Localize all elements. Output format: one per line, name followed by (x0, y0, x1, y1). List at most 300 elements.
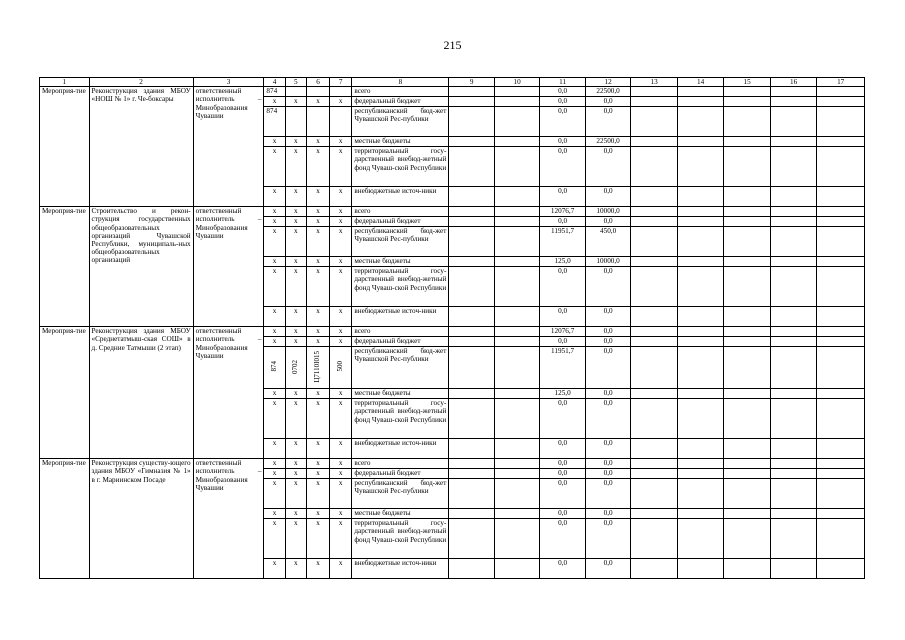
budget-code-c5: x (285, 327, 306, 337)
empty-cell (449, 307, 494, 327)
column-number: 13 (631, 78, 678, 87)
empty-cell (631, 469, 678, 479)
budget-code-c6: x (306, 97, 329, 107)
empty-cell (494, 107, 539, 137)
funding-source: внебюджетные источ-ники (352, 559, 449, 579)
column-number: 11 (540, 78, 585, 87)
empty-cell (494, 509, 539, 519)
budget-code-c5: x (285, 399, 306, 439)
value-col-11: 0,0 (540, 97, 585, 107)
budget-code-c6: x (306, 519, 329, 559)
empty-cell (677, 347, 724, 389)
budget-code-c4: x (264, 337, 285, 347)
empty-cell (770, 559, 817, 579)
value-col-12: 0,0 (585, 439, 630, 459)
funding-source: внебюджетные источ-ники (352, 439, 449, 459)
empty-cell (494, 137, 539, 147)
empty-cell (449, 267, 494, 307)
budget-code-c5: x (285, 559, 306, 579)
empty-cell (817, 207, 865, 217)
empty-cell (494, 87, 539, 97)
column-number: 17 (817, 78, 865, 87)
budget-code-c7: x (330, 307, 352, 327)
empty-cell (677, 97, 724, 107)
budget-code-c5: x (285, 337, 306, 347)
budget-code-c4: x (264, 227, 285, 257)
empty-cell (677, 187, 724, 207)
value-col-12: 0,0 (585, 267, 630, 307)
value-col-12: 0,0 (585, 399, 630, 439)
budget-code-c7: x (330, 327, 352, 337)
empty-cell (631, 327, 678, 337)
empty-cell (817, 97, 865, 107)
empty-cell (494, 257, 539, 267)
table-body (40, 78, 865, 579)
measure-type: Мероприя-тие (40, 207, 90, 327)
value-col-11: 0,0 (540, 519, 585, 559)
value-col-11: 0,0 (540, 147, 585, 187)
empty-cell (817, 347, 865, 389)
value-col-11: 0,0 (540, 307, 585, 327)
empty-cell (724, 307, 771, 327)
budget-code-c6: x (306, 267, 329, 307)
empty-cell (631, 107, 678, 137)
budget-code-c6: x (306, 147, 329, 187)
empty-cell (724, 187, 771, 207)
empty-cell (817, 389, 865, 399)
budget-code-c5: x (285, 459, 306, 469)
empty-cell (449, 459, 494, 469)
empty-cell (724, 509, 771, 519)
value-col-12: 0,0 (585, 187, 630, 207)
empty-cell (724, 97, 771, 107)
value-col-11: 0,0 (540, 267, 585, 307)
budget-code-c5: x (285, 227, 306, 257)
value-col-12: 0,0 (585, 347, 630, 389)
empty-cell (631, 559, 678, 579)
value-col-12: 0,0 (585, 147, 630, 187)
empty-cell (494, 559, 539, 579)
budget-code-c6: x (306, 479, 329, 509)
budget-code-c7: x (330, 439, 352, 459)
budget-code-c4: x (264, 327, 285, 337)
budget-code-c4: x (264, 439, 285, 459)
empty-cell (449, 439, 494, 459)
empty-cell (724, 399, 771, 439)
value-col-12: 0,0 (585, 559, 630, 579)
empty-cell (817, 337, 865, 347)
table-row (40, 207, 865, 217)
empty-cell (631, 267, 678, 307)
empty-cell (724, 137, 771, 147)
column-number: 2 (89, 78, 193, 87)
budget-code-c5 (285, 87, 306, 97)
value-col-11: 0,0 (540, 137, 585, 147)
empty-cell (770, 187, 817, 207)
budget-code-c4: x (264, 399, 285, 439)
budget-code-c5: x (285, 307, 306, 327)
empty-cell (449, 107, 494, 137)
value-col-11: 0,0 (540, 559, 585, 579)
budget-code-c5: x (285, 267, 306, 307)
budget-code-c5: x (285, 469, 306, 479)
empty-cell (494, 347, 539, 389)
value-col-12: 10000,0 (585, 257, 630, 267)
empty-cell (494, 337, 539, 347)
empty-cell (677, 559, 724, 579)
empty-cell (677, 227, 724, 257)
page-number: 215 (443, 38, 462, 52)
empty-cell (724, 439, 771, 459)
budget-code-c5: x (285, 137, 306, 147)
budget-code-c7: x (330, 137, 352, 147)
budget-code-value: 874 (270, 361, 279, 372)
budget-code-c7: x (330, 227, 352, 257)
measure-name: Строительство и рекон-струкция государственных общеобразовательных организаций Чувашской Республики, муниципаль-ных общеобразовательных организаций (89, 207, 193, 327)
budget-code-c4: x (264, 559, 285, 579)
empty-cell (817, 87, 865, 97)
empty-cell (770, 257, 817, 267)
empty-cell (449, 137, 494, 147)
value-col-12: 0,0 (585, 519, 630, 559)
empty-cell (724, 559, 771, 579)
value-col-11: 11951,7 (540, 347, 585, 389)
funding-source: федеральный бюджет (352, 337, 449, 347)
empty-cell (449, 227, 494, 257)
empty-cell (494, 389, 539, 399)
empty-cell (449, 559, 494, 579)
empty-cell (449, 399, 494, 439)
empty-cell (494, 327, 539, 337)
empty-cell (494, 187, 539, 207)
empty-cell (449, 389, 494, 399)
empty-cell (631, 479, 678, 509)
funding-source: федеральный бюджет (352, 217, 449, 227)
empty-cell (677, 337, 724, 347)
column-number: 7 (330, 78, 352, 87)
empty-cell (631, 399, 678, 439)
empty-cell (770, 217, 817, 227)
empty-cell (631, 87, 678, 97)
empty-cell (631, 187, 678, 207)
empty-cell (724, 327, 771, 337)
empty-cell (449, 207, 494, 217)
budget-code-c4: x (264, 97, 285, 107)
value-col-12: 0,0 (585, 479, 630, 509)
budget-code-c5: x (285, 217, 306, 227)
empty-cell (817, 459, 865, 469)
budget-code-value: 500 (336, 361, 345, 372)
budget-code-c7: x (330, 459, 352, 469)
budget-code-c4: x (264, 479, 285, 509)
empty-cell (494, 147, 539, 187)
empty-cell (631, 519, 678, 559)
budget-code-c5: x (285, 389, 306, 399)
empty-cell (631, 217, 678, 227)
empty-cell (817, 147, 865, 187)
responsible-executor: ответственный исполнитель – Минобразования Чувашии (193, 87, 264, 207)
column-number: 12 (585, 78, 630, 87)
empty-cell (770, 469, 817, 479)
empty-cell (770, 227, 817, 257)
budget-code-value: Ц7110I015 (313, 350, 322, 383)
budget-code-c7: x (330, 479, 352, 509)
empty-cell (770, 87, 817, 97)
empty-cell (677, 147, 724, 187)
empty-cell (677, 459, 724, 469)
value-col-11: 0,0 (540, 479, 585, 509)
funding-source: местные бюджеты (352, 257, 449, 267)
empty-cell (494, 267, 539, 307)
empty-cell (724, 107, 771, 137)
empty-cell (770, 97, 817, 107)
empty-cell (724, 459, 771, 469)
empty-cell (677, 217, 724, 227)
empty-cell (449, 479, 494, 509)
value-col-12: 0,0 (585, 327, 630, 337)
empty-cell (449, 347, 494, 389)
empty-cell (770, 509, 817, 519)
empty-cell (817, 217, 865, 227)
empty-cell (770, 459, 817, 469)
empty-cell (817, 267, 865, 307)
empty-cell (631, 389, 678, 399)
funding-source: местные бюджеты (352, 509, 449, 519)
empty-cell (770, 267, 817, 307)
empty-cell (494, 97, 539, 107)
value-col-11: 0,0 (540, 439, 585, 459)
empty-cell (770, 207, 817, 217)
budget-code-c6 (306, 107, 329, 137)
measure-type: Мероприя-тие (40, 87, 90, 207)
funding-source: республиканский бюд-жет Чувашской Рес-публики (352, 107, 449, 137)
budget-code-c7: x (330, 207, 352, 217)
empty-cell (724, 257, 771, 267)
budget-code-c6: x (306, 389, 329, 399)
column-number: 8 (352, 78, 449, 87)
budget-code-c5: x (285, 187, 306, 207)
budget-code-c7: x (330, 267, 352, 307)
empty-cell (724, 389, 771, 399)
empty-cell (677, 469, 724, 479)
empty-cell (770, 439, 817, 459)
measure-type: Мероприя-тие (40, 327, 90, 459)
empty-cell (631, 257, 678, 267)
budget-code-c7 (330, 87, 352, 97)
empty-cell (817, 479, 865, 509)
value-col-11: 0,0 (540, 87, 585, 97)
value-col-12: 0,0 (585, 107, 630, 137)
column-number: 9 (449, 78, 494, 87)
empty-cell (631, 227, 678, 257)
budget-code-c7: x (330, 469, 352, 479)
budget-code-c6: x (306, 217, 329, 227)
responsible-executor: ответственный исполнитель – Минобразования Чувашии (193, 207, 264, 327)
empty-cell (494, 469, 539, 479)
budget-code-c4: x (264, 137, 285, 147)
empty-cell (631, 307, 678, 327)
budget-code-c4: x (264, 389, 285, 399)
budget-code-c7: x (330, 389, 352, 399)
budget-code-c6: x (306, 257, 329, 267)
funding-source: республиканский бюд-жет Чувашской Рес-публики (352, 479, 449, 509)
budget-code-value: 0702 (291, 359, 300, 374)
funding-source: всего (352, 207, 449, 217)
budget-code-c6: x (306, 227, 329, 257)
budget-code-c6: x (306, 459, 329, 469)
empty-cell (770, 337, 817, 347)
budget-code-c5: x (285, 257, 306, 267)
funding-source: территориальный госу-дарственный внебюд-жетный фонд Чуваш-ской Республики (352, 399, 449, 439)
funding-source: республиканский бюд-жет Чувашской Рес-публики (352, 227, 449, 257)
empty-cell (494, 207, 539, 217)
column-number: 6 (306, 78, 329, 87)
budget-code-c6: x (306, 337, 329, 347)
value-col-12: 0,0 (585, 509, 630, 519)
empty-cell (677, 399, 724, 439)
empty-cell (494, 519, 539, 559)
empty-cell (817, 439, 865, 459)
column-number: 14 (677, 78, 724, 87)
empty-cell (677, 137, 724, 147)
empty-cell (677, 207, 724, 217)
empty-cell (449, 519, 494, 559)
budget-code-c4: x (264, 187, 285, 207)
budget-code-c4: x (264, 217, 285, 227)
empty-cell (677, 389, 724, 399)
empty-cell (724, 519, 771, 559)
empty-cell (770, 307, 817, 327)
empty-cell (449, 187, 494, 207)
column-number: 5 (285, 78, 306, 87)
empty-cell (494, 439, 539, 459)
value-col-11: 0,0 (540, 217, 585, 227)
empty-cell (677, 87, 724, 97)
funding-source: территориальный госу-дарственный внебюд-жетный фонд Чуваш-ской Республики (352, 147, 449, 187)
value-col-12: 450,0 (585, 227, 630, 257)
empty-cell (494, 459, 539, 469)
budget-code-c6 (306, 347, 329, 389)
value-col-12: 22500,0 (585, 137, 630, 147)
empty-cell (770, 389, 817, 399)
value-col-12: 0,0 (585, 217, 630, 227)
value-col-12: 10000,0 (585, 207, 630, 217)
empty-cell (817, 327, 865, 337)
value-col-11: 12076,7 (540, 327, 585, 337)
empty-cell (817, 137, 865, 147)
column-number: 15 (724, 78, 771, 87)
empty-cell (770, 107, 817, 137)
budget-code-c4: 874 (264, 107, 285, 137)
empty-cell (817, 509, 865, 519)
empty-cell (677, 307, 724, 327)
empty-cell (724, 267, 771, 307)
empty-cell (677, 107, 724, 137)
empty-cell (817, 519, 865, 559)
value-col-11: 0,0 (540, 459, 585, 469)
value-col-11: 11951,7 (540, 227, 585, 257)
empty-cell (677, 257, 724, 267)
empty-cell (449, 217, 494, 227)
column-number: 3 (193, 78, 264, 87)
budget-code-c5 (285, 347, 306, 389)
funding-source: территориальный госу-дарственный внебюд-жетный фонд Чуваш-ской Республики (352, 267, 449, 307)
budget-code-c6: x (306, 207, 329, 217)
empty-cell (724, 469, 771, 479)
empty-cell (724, 479, 771, 509)
empty-cell (724, 207, 771, 217)
value-col-12: 0,0 (585, 459, 630, 469)
empty-cell (770, 479, 817, 509)
budget-code-c6: x (306, 469, 329, 479)
empty-cell (724, 337, 771, 347)
budget-code-c7: x (330, 97, 352, 107)
budget-code-c4: x (264, 459, 285, 469)
budget-code-c4: x (264, 207, 285, 217)
empty-cell (770, 147, 817, 187)
funding-source: всего (352, 459, 449, 469)
budget-code-c5: x (285, 147, 306, 187)
funding-source: республиканский бюд-жет Чувашской Рес-публики (352, 347, 449, 389)
empty-cell (494, 227, 539, 257)
value-col-11: 0,0 (540, 107, 585, 137)
value-col-12: 0,0 (585, 389, 630, 399)
empty-cell (724, 217, 771, 227)
budget-code-c7: x (330, 337, 352, 347)
empty-cell (817, 257, 865, 267)
empty-cell (449, 147, 494, 187)
empty-cell (724, 147, 771, 187)
empty-cell (770, 327, 817, 337)
empty-cell (631, 347, 678, 389)
empty-cell (677, 479, 724, 509)
budget-code-c7: x (330, 217, 352, 227)
empty-cell (770, 519, 817, 559)
budget-table (39, 77, 865, 579)
empty-cell (631, 97, 678, 107)
empty-cell (449, 337, 494, 347)
value-col-11: 125,0 (540, 257, 585, 267)
budget-code-c7: x (330, 187, 352, 207)
empty-cell (449, 469, 494, 479)
value-col-12: 22500,0 (585, 87, 630, 97)
budget-code-c7 (330, 347, 352, 389)
budget-code-c7: x (330, 519, 352, 559)
value-col-11: 0,0 (540, 469, 585, 479)
empty-cell (449, 87, 494, 97)
budget-code-c6: x (306, 439, 329, 459)
empty-cell (817, 559, 865, 579)
funding-source: всего (352, 327, 449, 337)
budget-code-c4: x (264, 469, 285, 479)
value-col-11: 0,0 (540, 187, 585, 207)
empty-cell (449, 327, 494, 337)
budget-code-c7: x (330, 559, 352, 579)
budget-code-c5: x (285, 519, 306, 559)
budget-code-c4 (264, 347, 285, 389)
empty-cell (631, 439, 678, 459)
funding-source: внебюджетные источ-ники (352, 307, 449, 327)
empty-cell (494, 399, 539, 439)
empty-cell (724, 87, 771, 97)
table-row (40, 327, 865, 337)
table-row (40, 459, 865, 469)
funding-source: федеральный бюджет (352, 97, 449, 107)
value-col-11: 0,0 (540, 337, 585, 347)
measure-name: Реконструкция здания МБОУ «НОШ № 1» г. Че-боксары (89, 87, 193, 207)
budget-code-c7: x (330, 147, 352, 187)
responsible-executor: ответственный исполнитель – Минобразования Чувашии (193, 327, 264, 459)
